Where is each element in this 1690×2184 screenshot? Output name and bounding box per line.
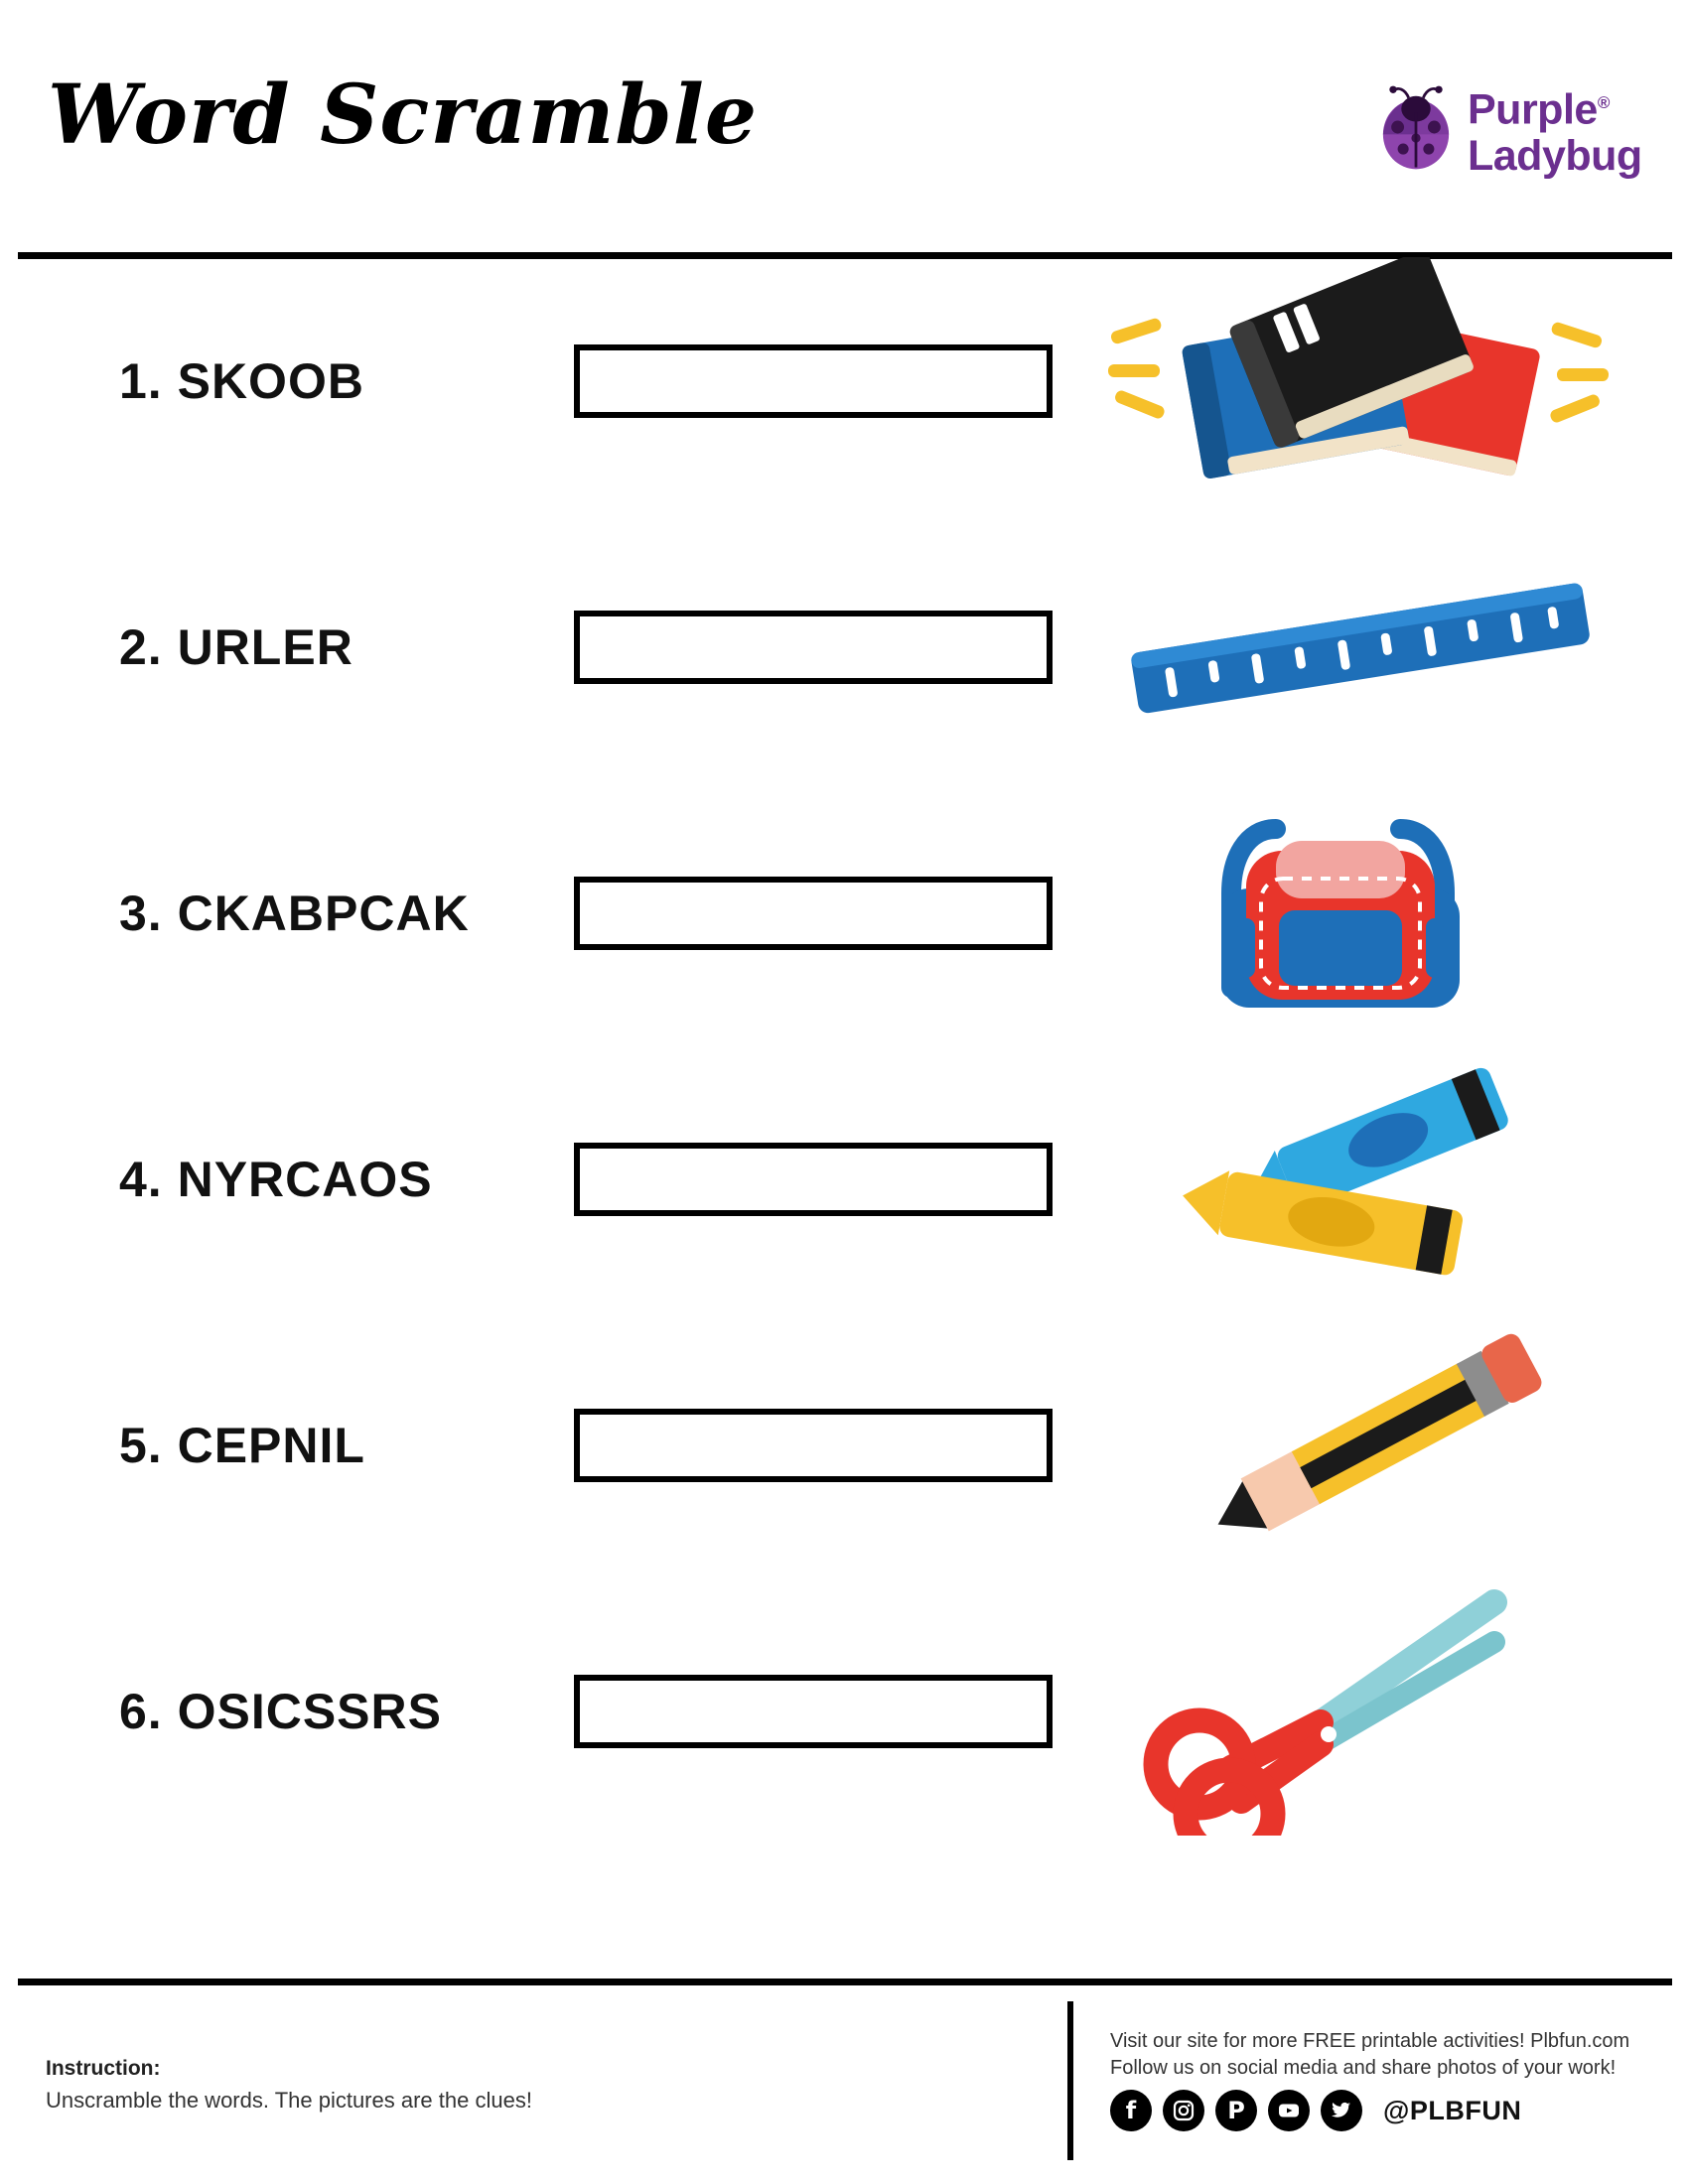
pencil-icon	[1102, 1321, 1619, 1570]
instruction-label: Instruction:	[46, 2057, 161, 2080]
brand-logo-text	[1468, 79, 1642, 180]
page-footer	[0, 1985, 1690, 2184]
scramble-word-1: 1. SKOOB	[119, 353, 364, 409]
scramble-word-5: 5. CEPNIL	[119, 1418, 365, 1473]
scramble-word-4: 4. NYRCAOS	[119, 1152, 433, 1207]
answer-box-6[interactable]	[574, 1675, 1053, 1748]
pinterest-icon[interactable]: P	[1215, 2090, 1257, 2131]
social-handle: @PLBFUN	[1383, 2095, 1522, 2125]
answer-box-1[interactable]	[574, 344, 1053, 418]
scramble-row	[0, 1578, 1690, 1844]
answer-box-3[interactable]	[574, 877, 1053, 950]
social-links	[1110, 2090, 1521, 2131]
scramble-word-3: 3. CKABPCAK	[119, 886, 470, 941]
books-icon	[1102, 257, 1619, 505]
twitter-icon[interactable]	[1321, 2090, 1362, 2131]
ladybug-icon	[1370, 81, 1462, 173]
instagram-icon[interactable]	[1163, 2090, 1204, 2131]
scramble-row	[0, 1046, 1690, 1312]
scramble-word-2: 2. URLER	[119, 619, 353, 675]
backpack-icon	[1102, 789, 1619, 1037]
scramble-row	[0, 780, 1690, 1046]
scramble-row	[0, 248, 1690, 514]
answer-box-5[interactable]	[574, 1409, 1053, 1482]
scramble-list	[0, 248, 1690, 1844]
footer-divider-vertical	[1067, 2001, 1073, 2160]
brand-name-line1: Purple	[1468, 85, 1598, 134]
promo-line-1: Visit our site for more FREE printable activities! Plbfun.com	[1110, 2030, 1630, 2052]
ruler-icon	[1102, 523, 1619, 771]
page-title: Word Scramble	[48, 68, 759, 163]
registered-mark: ®	[1597, 93, 1610, 112]
crayons-icon	[1102, 1055, 1619, 1303]
brand-name-line2: Ladybug	[1468, 132, 1642, 181]
footer-divider-horizontal	[18, 1979, 1672, 1985]
instruction-text: Unscramble the words. The pictures are the clues!	[46, 2088, 532, 2113]
scramble-word-6: 6. OSICSSRS	[119, 1684, 442, 1739]
scramble-row	[0, 514, 1690, 780]
youtube-icon[interactable]	[1268, 2090, 1310, 2131]
answer-box-4[interactable]	[574, 1143, 1053, 1216]
scramble-row	[0, 1312, 1690, 1578]
scissors-icon	[1102, 1587, 1619, 1836]
page-header	[0, 40, 1690, 218]
facebook-icon[interactable]: f	[1110, 2090, 1152, 2131]
answer-box-2[interactable]	[574, 611, 1053, 684]
brand-logo	[1364, 64, 1642, 193]
promo-line-2: Follow us on social media and share photos of your work!	[1110, 2057, 1617, 2079]
